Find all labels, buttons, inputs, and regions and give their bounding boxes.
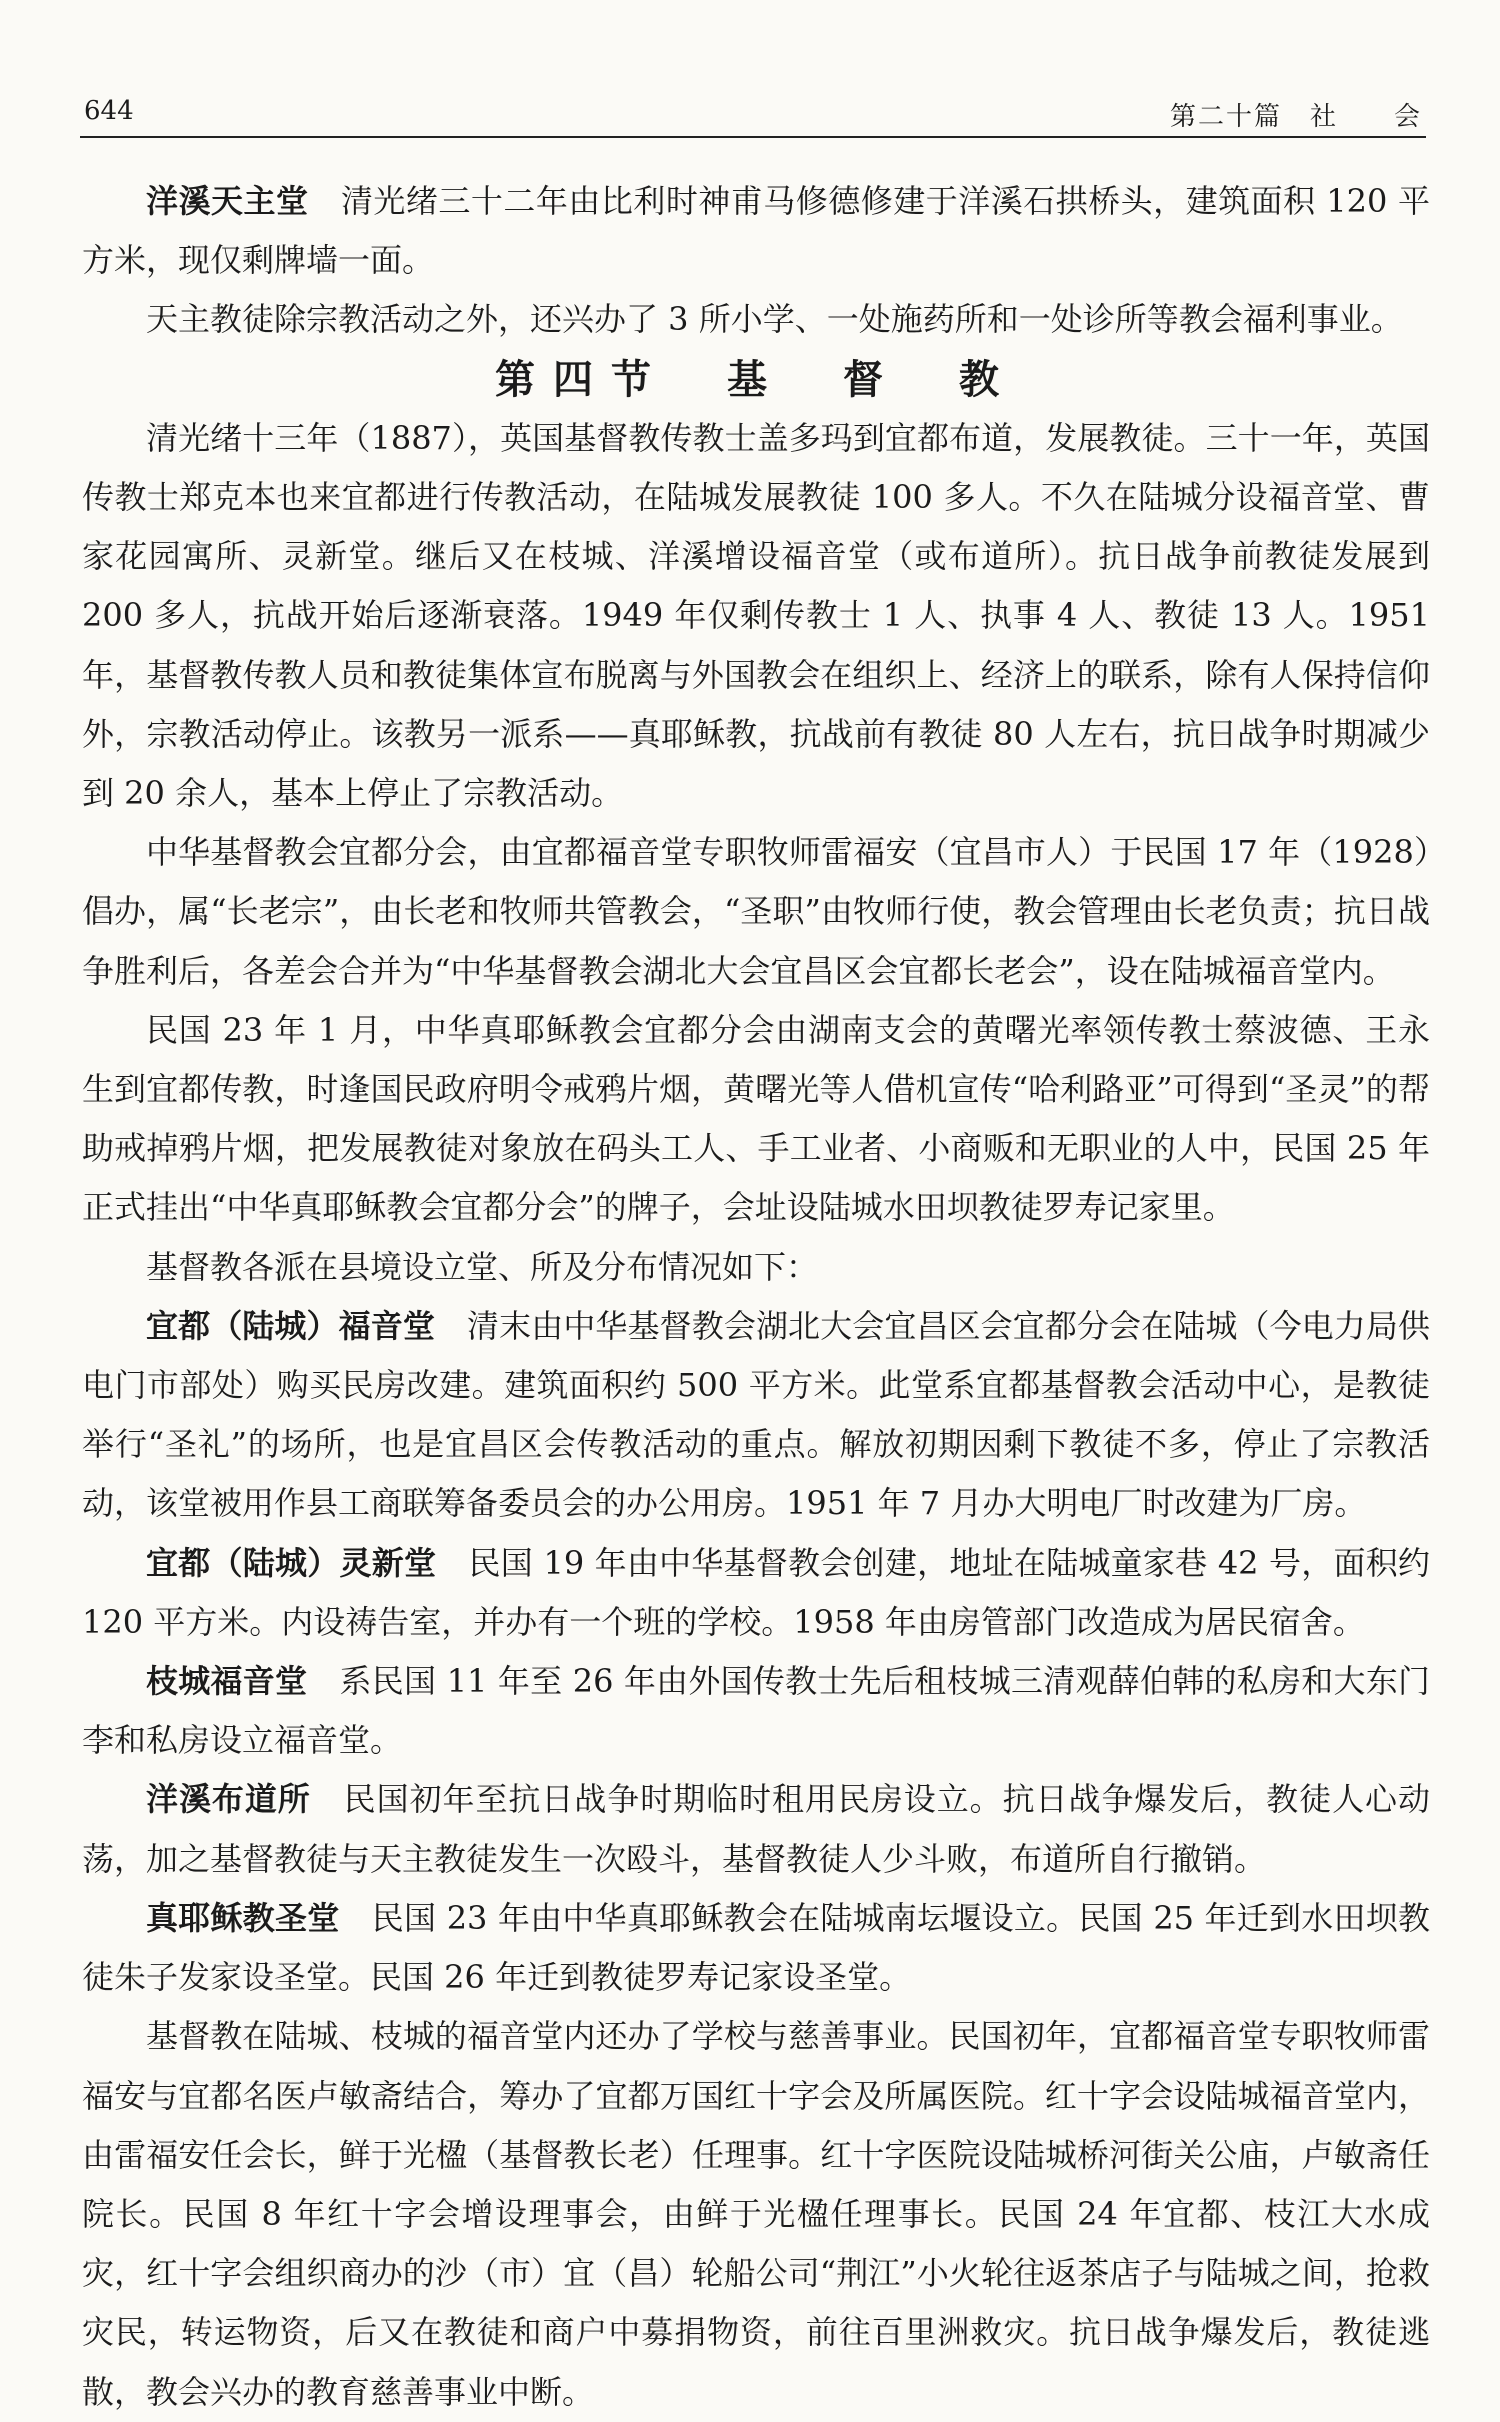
entry-text: 民国初年至抗日战争时期临时租用民房设立。抗日战争爆发后，教徒人心动荡，加之基督教徒与天主教徒发生一次殴斗，基督教徒人少斗败，布道所自行撤销。 [82, 1780, 1430, 1878]
paragraph: 中华基督教会宜都分会，由宜都福音堂专职牧师雷福安（宜昌市人）于民国 17 年（1928）倡办，属“长老宗”，由长老和牧师共管教会，“圣职”由牧师行使，教会管理由长老负责；抗日战争胜利后，各差会合并为“中华基督教会湖北大会宜昌区会宜都长老会”，设在陆城福音堂内。 [82, 833, 1430, 990]
paragraph: 清光绪十三年（1887），英国基督教传教士盖多玛到宜都布道，发展教徒。三十一年，英国传教士郑克本也来宜都进行传教活动，在陆城发展教徒 100 多人。不久在陆城分设福音堂、曹家花园寓所、灵新堂。继后又在枝城、洋溪增设福音堂（或布道所）。抗日战争前教徒发展到 200 多人，抗战开始后逐渐衰落。1949 年仅剩传教士 1 人、执事 4 人、教徒 13 人。1951 年，基督教传教人员和教徒集体宣布脱离与外国教会在组织上、经济上的联系，除有人保持信仰外，宗教活动停止。该教另一派系——真耶稣教，抗战前有教徒 80 人左右，抗日战争时期减少到 20 余人，基本上停止了宗教活动。 [82, 418, 1430, 813]
page-header [80, 92, 1426, 138]
paragraph-true-jesus-church [82, 1889, 1430, 2007]
entry-text: 清末由中华基督教会湖北大会宜昌区会宜都分会在陆城（今电力局供电门市部处）购买民房改建。建筑面积约 500 平方米。此堂系宜都基督教会活动中心，是教徒举行“圣礼”的场所，也是宜昌区会传教活动的重点。解放初期因剩下教徒不多，停止了宗教活动，该堂被用作县工商联筹备委员会的办公用房。1951 年 7 月办大明电厂时改建为厂房。 [82, 1306, 1430, 1523]
chapter-title: 第二十篇 社 会 [1169, 102, 1422, 132]
entry-heading: 枝城福音堂 [146, 1662, 308, 1701]
paragraph-lucheng-lingxin-hall [82, 1534, 1430, 1652]
entry-heading: 宜都（陆城）福音堂 [146, 1306, 435, 1345]
entry-text: 系民国 11 年至 26 年由外国传教士先后租枝城三清观薛伯韩的私房和大东门李和私房设立福音堂。 [82, 1662, 1430, 1760]
paragraph: 基督教各派在县境设立堂、所及分布情况如下： [146, 1247, 819, 1286]
entry-heading: 洋溪天主堂 [146, 182, 309, 220]
paragraph-lucheng-gospel-hall [82, 1297, 1430, 1534]
entry-heading: 洋溪布道所 [146, 1780, 311, 1819]
page-number: 644 [84, 96, 134, 126]
entry-heading: 真耶稣教圣堂 [146, 1898, 340, 1937]
section-title: 第四节 基 督 教 [495, 355, 1017, 403]
entry-text: 清光绪三十二年由比利时神甫马修德修建于洋溪石拱桥头，建筑面积 120 平方米，现仅剩牌墙一面。 [82, 182, 1430, 280]
paragraph-yangxi-catholic [82, 172, 1430, 290]
paragraph-zhicheng-gospel-hall [82, 1652, 1430, 1770]
paragraph: 天主教徒除宗教活动之外，还兴办了 3 所小学、一处施药所和一处诊所等教会福利事业。 [146, 300, 1403, 339]
entry-heading: 宜都（陆城）灵新堂 [146, 1543, 437, 1582]
paragraph: 基督教在陆城、枝城的福音堂内还办了学校与慈善事业。民国初年，宜都福音堂专职牧师雷福安与宜都名医卢敏斋结合，筹办了宜都万国红十字会及所属医院。红十字会设陆城福音堂内，由雷福安任会长，鲜于光楹（基督教长老）任理事。红十字医院设陆城桥河街关公庙，卢敏斋任院长。民国 8 年红十字会增设理事会，由鲜于光楹任理事长。民国 24 年宜都、枝江大水成灾，红十字会组织商办的沙（市）宜（昌）轮船公司“荆江”小火轮往返茶店子与陆城之间，抢救灾民，转运物资，后又在教徒和商户中募捐物资，前往百里洲救灾。抗日战争爆发后，教徒逃散，教会兴办的教育慈善事业中断。 [82, 2017, 1430, 2411]
paragraph-yangxi-mission [82, 1770, 1430, 1888]
page-body [82, 172, 1430, 2422]
entry-text: 民国 19 年由中华基督教会创建，地址在陆城童家巷 42 号，面积约 120 平方米。内设祷告室，并办有一个班的学校。1958 年由房管部门改造成为居民宿舍。 [82, 1543, 1430, 1641]
entry-text: 民国 23 年由中华真耶稣教会在陆城南坛堰设立。民国 25 年迁到水田坝教徒朱子发家设圣堂。民国 26 年迁到教徒罗寿记家设圣堂。 [82, 1898, 1430, 1997]
paragraph: 民国 23 年 1 月，中华真耶稣教会宜都分会由湖南支会的黄曙光率领传教士蔡波德、王永生到宜都传教，时逢国民政府明令戒鸦片烟，黄曙光等人借机宣传“哈利路亚”可得到“圣灵”的帮助戒掉鸦片烟，把发展教徒对象放在码头工人、手工业者、小商贩和无职业的人中，民国 25 年正式挂出“中华真耶稣教会宜都分会”的牌子，会址设陆城水田坝教徒罗寿记家里。 [82, 1010, 1430, 1227]
